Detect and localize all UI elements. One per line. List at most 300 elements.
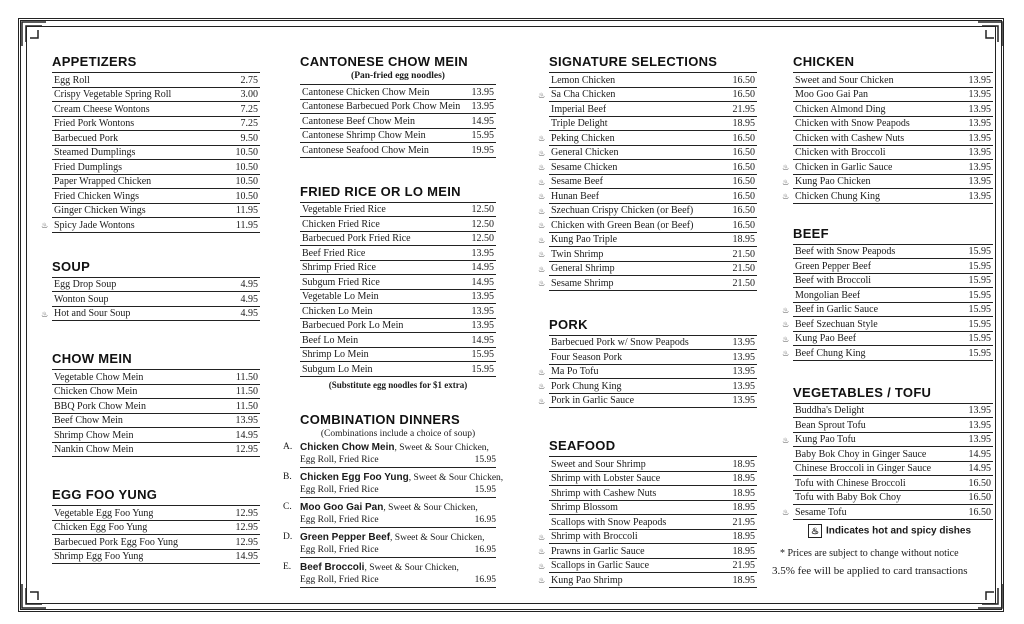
item-list: [41, 277, 260, 322]
spicy-legend-text: Indicates hot and spicy dishes: [826, 525, 972, 537]
spicy-icon: ♨: [538, 235, 546, 245]
menu-item: [52, 204, 260, 219]
item-name: Kung Pao Triple: [551, 234, 618, 245]
menu-item: [538, 365, 757, 380]
menu-item: [300, 114, 496, 129]
item-list: [782, 403, 993, 520]
item-price: 13.95: [235, 415, 258, 426]
item-name: Sweet and Sour Shrimp: [551, 458, 646, 470]
item-price: 15.95: [471, 363, 494, 375]
item-price: 16.50: [968, 477, 991, 489]
item-price: 14.95: [471, 276, 494, 288]
item-name: Shrimp Fried Rice: [302, 262, 376, 273]
item-price: 13.95: [968, 74, 991, 86]
menu-item: [52, 443, 260, 458]
item-price: 18.95: [732, 502, 755, 513]
appetizers-section: [41, 54, 260, 233]
item-name: Sesame Chicken: [551, 161, 618, 173]
menu-item: [782, 346, 993, 361]
item-name: Spicy Jade Wontons: [54, 219, 135, 231]
menu-item: [793, 476, 993, 491]
item-price: 16.50: [732, 161, 755, 173]
item-name: Vegetable Fried Rice: [302, 204, 386, 215]
item-price: 18.95: [732, 458, 755, 470]
spicy-icon: ♨: [538, 561, 546, 571]
menu-item: [549, 486, 757, 501]
item-price: 7.25: [240, 118, 258, 129]
spicy-icon: ♨: [782, 320, 790, 329]
item-name: Cantonese Chicken Chow Mein: [302, 86, 430, 98]
section-title: PORK: [549, 316, 588, 332]
item-name: Subgum Lo Mein: [302, 363, 373, 375]
menu-item: [300, 348, 496, 363]
item-name: Beef with Snow Peapods: [795, 246, 896, 257]
combo-main: Moo Goo Gai Pan: [300, 501, 384, 513]
menu-item: [538, 544, 757, 559]
item-price: 15.95: [968, 318, 991, 330]
spicy-icon: ♨: [538, 206, 546, 216]
item-name: Cantonese Barbecued Pork Chow Mein: [302, 101, 461, 112]
item-name: Triple Delight: [551, 118, 608, 129]
item-name: Lemon Chicken: [551, 74, 616, 86]
item-name: Pork Chung King: [551, 380, 622, 392]
item-name: Twin Shrimp: [551, 248, 604, 260]
item-price: 13.95: [471, 320, 494, 331]
item-price: 21.50: [732, 248, 755, 260]
spicy-icon: ♨: [41, 309, 49, 319]
menu-item: [538, 530, 757, 545]
vegetables-section: [782, 384, 993, 520]
spicy-icon: ♨: [808, 524, 822, 538]
item-price: 16.50: [732, 74, 755, 86]
menu-item: [549, 457, 757, 472]
item-name: Buddha's Delight: [795, 405, 865, 416]
spicy-icon: ♨: [41, 221, 49, 230]
item-list: [538, 335, 757, 409]
item-name: Chicken with Green Bean (or Beef): [551, 219, 694, 231]
item-price: 18.95: [732, 574, 755, 586]
section-title: CHOW MEIN: [52, 351, 132, 366]
menu-item: [549, 117, 757, 132]
combo-line2: Egg Roll, Fried Rice: [300, 575, 379, 585]
spicy-icon: ♨: [538, 163, 546, 172]
section-title: VEGETABLES / TOFU: [793, 384, 932, 400]
item-name: Chicken with Snow Peapods: [795, 118, 910, 129]
item-name: Fried Pork Wontons: [54, 118, 135, 129]
item-name: Ma Po Tofu: [551, 366, 599, 377]
item-name: Kung Pao Chicken: [795, 176, 871, 187]
menu-item: [300, 362, 496, 377]
item-name: Chicken with Cashew Nuts: [795, 132, 905, 144]
item-price: 18.95: [732, 118, 755, 129]
menu-item: [52, 189, 260, 204]
item-name: Chicken Fried Rice: [302, 218, 380, 230]
item-price: 12.95: [235, 444, 258, 455]
item-name: Barbecued Pork Egg Foo Yung: [54, 536, 179, 548]
menu-item: [52, 414, 260, 429]
item-name: Beef Chow Mein: [54, 415, 123, 426]
spicy-icon: ♨: [538, 192, 546, 201]
spicy-icon: ♨: [538, 367, 546, 377]
item-name: Sa Cha Chicken: [551, 89, 616, 100]
menu-item: [538, 204, 757, 219]
item-price: 13.95: [732, 337, 755, 348]
menu-item: [538, 379, 757, 394]
item-list: [538, 72, 757, 291]
menu-item: [782, 160, 993, 175]
item-price: 15.95: [968, 347, 991, 359]
item-price: 2.75: [240, 74, 258, 86]
menu-item: [793, 88, 993, 103]
menu-item: [538, 573, 757, 588]
menu-item: [300, 217, 496, 232]
combo-letter: C.: [283, 501, 292, 512]
menu-item: [52, 292, 260, 307]
menu-item: [52, 146, 260, 161]
item-name: Ginger Chicken Wings: [54, 205, 146, 216]
item-price: 11.50: [235, 386, 258, 397]
combo-item: [283, 531, 496, 558]
item-name: Tofu with Baby Bok Choy: [795, 492, 901, 503]
item-price: 11.50: [235, 371, 258, 383]
spicy-icon: ♨: [538, 264, 546, 274]
menu-item: [793, 491, 993, 506]
menu-item: [793, 131, 993, 146]
menu-item: [300, 304, 496, 319]
item-name: Beef with Broccoli: [795, 275, 872, 286]
section-title: SEAFOOD: [549, 438, 616, 453]
item-price: 13.95: [732, 380, 755, 392]
item-name: Sesame Tofu: [795, 506, 847, 518]
column-2: [283, 48, 504, 592]
item-price: 13.95: [968, 147, 991, 158]
menu-item: [300, 319, 496, 334]
item-name: General Chicken: [551, 147, 619, 158]
menu-item: [538, 131, 757, 146]
spicy-icon: ♨: [538, 279, 546, 288]
item-name: Four Season Pork: [551, 351, 623, 363]
item-name: Sesame Beef: [551, 176, 603, 187]
spicy-icon: ♨: [782, 177, 790, 187]
item-price: 13.95: [968, 118, 991, 129]
item-list: [538, 456, 757, 588]
combo-main: Beef Broccoli: [300, 561, 365, 573]
beef-section: [782, 225, 993, 361]
menu-item: [300, 129, 496, 144]
combo-price: 16.95: [474, 515, 496, 525]
item-price: 14.95: [471, 115, 494, 127]
item-price: 13.95: [968, 419, 991, 431]
item-price: 16.50: [732, 176, 755, 187]
item-price: 15.95: [968, 260, 991, 272]
item-list: [300, 84, 496, 158]
spicy-icon: ♨: [782, 192, 790, 201]
column-4: [782, 48, 993, 520]
menu-item: [549, 515, 757, 530]
menu-item: [52, 428, 260, 443]
combo-price: 16.95: [474, 575, 496, 585]
menu-item: [793, 259, 993, 274]
item-price: 13.95: [968, 161, 991, 173]
item-name: Peking Chicken: [551, 132, 615, 144]
item-list: [52, 505, 260, 564]
combo-sides: , Sweet & Sour Chicken,: [364, 562, 459, 573]
item-price: 16.50: [968, 492, 991, 503]
item-price: 18.95: [732, 473, 755, 484]
item-price: 13.95: [471, 86, 494, 98]
spicy-icon: ♨: [538, 576, 546, 585]
item-name: Beef Lo Mein: [302, 334, 359, 346]
section-title: SIGNATURE SELECTIONS: [549, 54, 718, 69]
menu-item: [52, 88, 260, 103]
chow-mein-section: [52, 351, 260, 457]
item-price: 3.00: [240, 89, 258, 100]
combo-main: Green Pepper Beef: [300, 531, 391, 543]
column-3: [538, 48, 757, 588]
item-name: Kung Pao Beef: [795, 333, 857, 344]
combo-price: 15.95: [474, 455, 496, 465]
item-price: 13.95: [968, 89, 991, 100]
spicy-icon: ♨: [538, 547, 546, 556]
item-name: Mongolian Beef: [795, 289, 861, 301]
menu-item: [538, 88, 757, 103]
menu-item: [538, 160, 757, 175]
menu-item: [300, 333, 496, 348]
item-name: Vegetable Egg Foo Yung: [54, 507, 154, 519]
item-name: Pork in Garlic Sauce: [551, 395, 635, 406]
combo-item: [283, 561, 496, 588]
menu-item: [793, 146, 993, 161]
item-list: [782, 72, 993, 204]
spicy-icon: ♨: [538, 148, 546, 158]
menu-item: [41, 307, 260, 322]
item-name: Tofu with Chinese Broccoli: [795, 477, 906, 489]
item-name: Paper Wrapped Chicken: [54, 176, 152, 187]
section-title: CANTONESE CHOW MEIN: [300, 54, 468, 69]
combo-sides: , Sweet & Sour Chicken,: [390, 532, 485, 543]
item-price: 13.95: [968, 176, 991, 187]
item-name: Crispy Vegetable Spring Roll: [54, 89, 172, 100]
corner-ornament-icon: [20, 582, 48, 610]
item-name: Beef Chung King: [795, 347, 866, 359]
item-price: 15.95: [968, 275, 991, 286]
item-price: 21.95: [732, 516, 755, 528]
item-price: 21.95: [732, 103, 755, 115]
signature-section: [538, 54, 757, 291]
item-price: 11.50: [235, 400, 258, 412]
menu-item: [538, 247, 757, 262]
item-name: Beef in Garlic Sauce: [795, 304, 879, 315]
menu-item: [538, 276, 757, 291]
menu-item: [793, 102, 993, 117]
section-title: BEEF: [793, 225, 829, 241]
section-subtitle: (Pan-fried egg noodles): [351, 71, 445, 81]
menu-item: [538, 559, 757, 574]
item-list: [41, 72, 260, 233]
menu-item: [52, 278, 260, 293]
combo-line2: Egg Roll, Fried Rice: [300, 455, 379, 465]
menu-item: [782, 505, 993, 520]
combo-sides: , Sweet & Sour Chicken,: [383, 502, 478, 513]
seafood-section: [538, 438, 757, 588]
item-price: 7.25: [240, 103, 258, 115]
menu-item: [538, 262, 757, 277]
spicy-icon: ♨: [538, 177, 546, 187]
item-list: [52, 369, 260, 457]
section-title: FRIED RICE OR LO MEIN: [300, 183, 461, 199]
combo-sides: , Sweet & Sour Chicken,: [408, 472, 504, 483]
soup-section: [41, 258, 260, 322]
combo-item: [283, 471, 504, 498]
item-name: Hunan Beef: [551, 190, 600, 202]
item-name: Egg Drop Soup: [54, 279, 117, 290]
item-name: Wonton Soup: [54, 293, 109, 305]
section-title: COMBINATION DINNERS: [300, 411, 461, 427]
item-price: 16.50: [968, 506, 991, 518]
item-price: 9.50: [240, 132, 258, 144]
item-name: Shrimp Lo Mein: [302, 349, 369, 360]
menu-item: [549, 102, 757, 117]
item-price: 14.95: [235, 551, 258, 562]
menu-item: [793, 73, 993, 88]
item-price: 10.50: [235, 161, 258, 173]
spicy-legend: [808, 524, 971, 538]
menu-item: [793, 274, 993, 289]
item-name: Chicken Almond Ding: [795, 103, 886, 115]
item-name: Shrimp with Cashew Nuts: [551, 487, 657, 499]
spicy-icon: ♨: [782, 349, 790, 358]
egg-foo-yung-section: [52, 487, 260, 564]
item-price: 18.95: [732, 487, 755, 499]
item-price: 14.95: [235, 429, 258, 441]
menu-item: [300, 100, 496, 115]
item-name: Chicken Egg Foo Yung: [54, 522, 148, 533]
item-name: Shrimp Blossom: [551, 502, 618, 513]
item-price: 21.95: [732, 560, 755, 571]
menu-item: [782, 317, 993, 332]
menu-item: [52, 370, 260, 385]
menu-item: [52, 399, 260, 414]
item-price: 15.95: [968, 289, 991, 301]
item-name: Baby Bok Choy in Ginger Sauce: [795, 448, 927, 460]
item-price: 13.95: [732, 366, 755, 377]
menu-item: [793, 117, 993, 132]
item-name: Barbecued Pork: [54, 132, 119, 144]
item-price: 11.95: [235, 219, 258, 231]
item-name: Sesame Shrimp: [551, 277, 614, 289]
combo-line2: Egg Roll, Fried Rice: [300, 515, 379, 525]
item-price: 18.95: [732, 545, 755, 557]
menu-item: [782, 303, 993, 318]
item-name: Shrimp with Broccoli: [551, 531, 638, 542]
item-price: 13.95: [471, 291, 494, 302]
corner-ornament-icon: [20, 20, 48, 48]
item-name: Hot and Sour Soup: [54, 308, 131, 319]
item-name: Beef Fried Rice: [302, 247, 366, 259]
pork-section: [538, 316, 757, 409]
item-price: 13.95: [471, 305, 494, 317]
item-name: Cantonese Shrimp Chow Mein: [302, 130, 426, 141]
section-title: APPETIZERS: [52, 54, 137, 69]
menu-item: [793, 288, 993, 303]
menu-item: [300, 232, 496, 247]
item-name: Beef Szechuan Style: [795, 318, 878, 330]
menu-item: [300, 261, 496, 276]
menu-item: [549, 350, 757, 365]
item-price: 13.95: [968, 132, 991, 144]
menu-item: [538, 189, 757, 204]
item-price: 16.50: [732, 89, 755, 100]
combo-line2: Egg Roll, Fried Rice: [300, 485, 379, 495]
item-name: Vegetable Lo Mein: [302, 291, 379, 302]
combo-line2: Egg Roll, Fried Rice: [300, 545, 379, 555]
item-name: Chicken Chow Mein: [54, 386, 138, 397]
menu-item: [782, 332, 993, 347]
item-price: 13.95: [968, 434, 991, 445]
spicy-icon: ♨: [538, 90, 546, 100]
item-name: Chicken in Garlic Sauce: [795, 161, 893, 173]
item-name: Shrimp Egg Foo Yung: [54, 551, 144, 562]
menu-item: [538, 175, 757, 190]
item-name: Egg Roll: [54, 74, 90, 86]
item-price: 12.95: [235, 536, 258, 548]
item-price: 14.95: [471, 334, 494, 346]
legend: [772, 524, 972, 577]
menu-item: [52, 550, 260, 565]
combo-main: Chicken Chow Mein: [300, 441, 395, 453]
menu-item: [793, 462, 993, 477]
menu-item: [52, 175, 260, 190]
item-name: Sweet and Sour Chicken: [795, 74, 894, 86]
combo-item: [283, 501, 496, 528]
item-price: 10.50: [235, 176, 258, 187]
menu-item: [549, 472, 757, 487]
menu-item: [300, 143, 496, 158]
item-name: Barbecued Pork Lo Mein: [302, 320, 404, 331]
item-price: 13.95: [968, 190, 991, 202]
cantonese-section: [300, 54, 496, 158]
section-title: EGG FOO YUNG: [52, 487, 158, 502]
item-name: Bean Sprout Tofu: [795, 419, 866, 431]
spicy-icon: ♨: [538, 382, 546, 391]
section-title: SOUP: [52, 258, 91, 274]
item-name: Shrimp with Lobster Sauce: [551, 473, 661, 484]
item-price: 12.95: [235, 522, 258, 533]
item-price: 4.95: [240, 293, 258, 305]
menu-item: [41, 218, 260, 233]
item-name: Shrimp Chow Mein: [54, 429, 134, 441]
item-name: Steamed Dumplings: [54, 147, 136, 158]
combo-list: [283, 441, 504, 588]
item-price: 16.50: [732, 219, 755, 231]
combo-letter: A.: [283, 441, 293, 452]
combo-letter: B.: [283, 471, 292, 482]
menu-item: [52, 117, 260, 132]
combination-section: [283, 411, 504, 588]
item-price: 13.95: [968, 405, 991, 416]
menu-item: [793, 404, 993, 419]
spicy-icon: ♨: [782, 163, 790, 172]
combo-letter: E.: [283, 561, 292, 572]
item-price: 18.95: [732, 531, 755, 542]
chicken-section: [782, 54, 993, 204]
corner-ornament-icon: [976, 20, 1004, 48]
item-name: Barbecued Pork Fried Rice: [302, 233, 411, 244]
item-price: 13.95: [968, 103, 991, 115]
item-price: 11.95: [235, 205, 258, 216]
spicy-icon: ♨: [538, 134, 546, 143]
menu-item: [793, 418, 993, 433]
